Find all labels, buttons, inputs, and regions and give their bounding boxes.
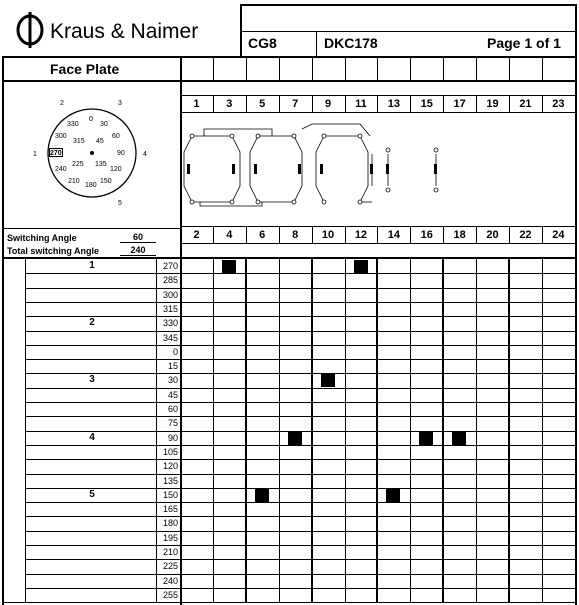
face-plate-title: Face Plate: [50, 61, 120, 77]
position-label: 1: [89, 260, 95, 271]
contact-number-bottom: 14: [387, 229, 400, 241]
contact-wiring-diagram: [182, 114, 575, 224]
page-indicator: Page 1 of 1: [487, 35, 561, 51]
angle-label: 135: [162, 475, 178, 486]
current-position-angle: 270: [50, 150, 62, 157]
contact-number-bottom: 12: [354, 229, 368, 241]
contact-closed-marker: [321, 374, 335, 387]
angle-label: 285: [162, 275, 178, 286]
contact-number-bottom: 16: [420, 229, 433, 241]
dial-position-5: 5: [118, 200, 122, 207]
dial-position-2: 2: [60, 100, 64, 107]
angle-label: 330: [162, 318, 178, 329]
angle-label: 240: [162, 575, 178, 586]
svg-text:90: 90: [117, 150, 125, 157]
angle-label: 75: [167, 418, 178, 429]
switching-angle-label: Switching Angle: [7, 233, 77, 243]
dial-position-4: 4: [143, 151, 147, 158]
angle-label: 315: [162, 303, 178, 314]
svg-text:225: 225: [72, 161, 84, 168]
logo: [10, 10, 50, 53]
angle-label: 0: [172, 346, 178, 357]
dial-position-1: 1: [33, 151, 37, 158]
contact-closed-marker: [354, 260, 368, 273]
svg-text:210: 210: [68, 178, 80, 185]
position-label: 3: [89, 374, 95, 386]
contact-number-top: 7: [292, 98, 299, 110]
contact-number-bottom: 20: [486, 229, 499, 241]
svg-text:120: 120: [110, 166, 122, 173]
angle-label: 15: [167, 361, 178, 372]
contact-number-bottom: 22: [519, 229, 532, 241]
total-switching-angle-label: Total switching Angle: [7, 246, 99, 256]
contact-number-top: 1: [193, 98, 200, 110]
svg-text:135: 135: [95, 161, 107, 168]
angle-label: 150: [162, 489, 178, 500]
contact-number-top: 15: [420, 98, 433, 110]
contact-number-bottom: 24: [552, 229, 565, 241]
angle-label: 90: [167, 432, 178, 443]
dial-position-3: 3: [118, 100, 122, 107]
contact-closed-marker: [419, 432, 433, 445]
contact-number-top: 21: [519, 98, 532, 110]
total-switching-angle-value: 240: [120, 245, 156, 256]
angle-label: 345: [162, 332, 178, 343]
brand-name: Kraus & Naimer: [50, 20, 199, 43]
svg-text:60: 60: [112, 133, 120, 140]
angle-label: 255: [162, 589, 178, 600]
contact-number-top: 19: [486, 98, 499, 110]
angle-label: 60: [167, 404, 178, 414]
svg-text:45: 45: [96, 138, 104, 145]
position-label: 2: [89, 317, 95, 329]
svg-text:0: 0: [89, 116, 93, 123]
svg-text:240: 240: [55, 166, 67, 173]
svg-text:150: 150: [100, 178, 112, 185]
angle-label: 195: [162, 532, 178, 543]
angle-label: 180: [162, 518, 178, 529]
angle-label: 225: [162, 561, 178, 572]
contact-closed-marker: [452, 432, 466, 445]
position-label: 5: [89, 488, 95, 500]
contact-number-bottom: 4: [226, 229, 233, 241]
contact-number-top: 3: [226, 98, 233, 110]
contact-number-top: 23: [552, 98, 565, 110]
position-label: 4: [89, 431, 95, 443]
svg-text:315: 315: [73, 138, 85, 145]
program-code: DKC178: [324, 35, 378, 51]
angle-label: 105: [162, 446, 178, 457]
angle-label: 120: [162, 461, 178, 472]
contact-number-bottom: 18: [453, 229, 466, 241]
contact-number-top: 5: [259, 98, 266, 110]
face-plate-dial: [30, 95, 160, 210]
svg-text:180: 180: [85, 182, 97, 189]
angle-label: 45: [167, 389, 178, 400]
contact-closed-marker: [255, 489, 269, 502]
angle-label: 300: [162, 289, 178, 300]
contact-number-top: 9: [324, 98, 332, 110]
contact-number-bottom: 10: [321, 229, 335, 241]
svg-text:300: 300: [55, 133, 67, 140]
contact-number-bottom: 8: [292, 229, 299, 241]
contact-number-bottom: 2: [193, 229, 200, 241]
series-code: CG8: [248, 35, 277, 51]
switching-angle-value: 60: [120, 232, 156, 243]
angle-label: 210: [162, 547, 178, 557]
contact-number-bottom: 6: [259, 229, 266, 241]
contact-closed-marker: [288, 432, 302, 445]
angle-label: 165: [162, 504, 178, 515]
angle-label: 270: [162, 261, 178, 271]
contact-number-top: 13: [387, 98, 400, 110]
phi-logo-icon: [10, 10, 50, 48]
angle-label: 30: [167, 375, 178, 386]
contact-number-top: 17: [453, 98, 466, 110]
svg-text:330: 330: [67, 121, 79, 128]
contact-number-top: 11: [355, 98, 367, 110]
svg-text:30: 30: [100, 121, 108, 128]
contact-closed-marker: [222, 260, 236, 273]
contact-closed-marker: [386, 489, 400, 502]
